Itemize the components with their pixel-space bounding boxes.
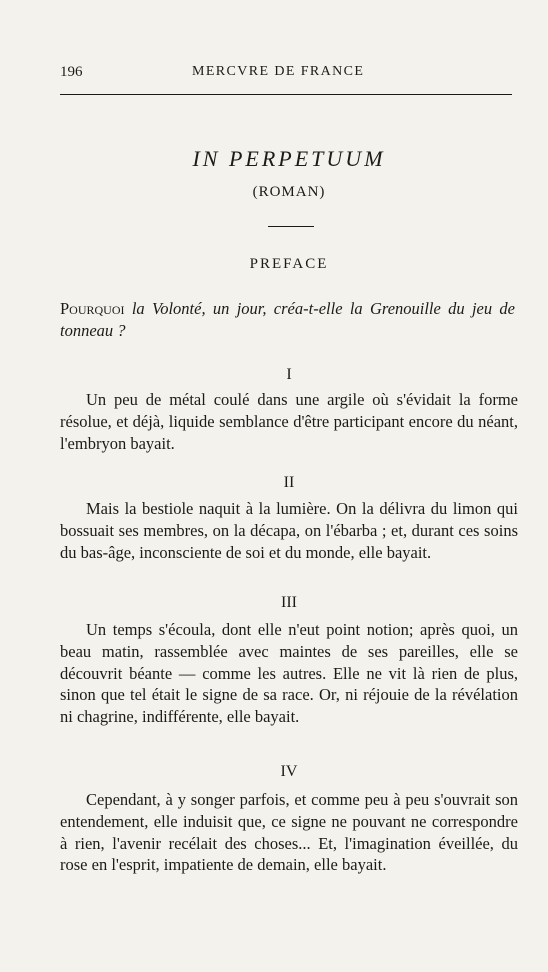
preface-heading: PREFACE: [249, 256, 329, 272]
page-number: 196: [60, 64, 83, 80]
section-number-1: I: [286, 366, 292, 383]
section-paragraph-1: Un peu de métal coulé dans une argile où s'évidait la forme résolue, et déjà, liquide semblance d'être participant encore du néant, l'embryon bayait.: [60, 390, 518, 453]
section-number-3: III: [281, 594, 297, 611]
intro-question: la Volonté, un jour, créa-t-elle la Grenouille du jeu de tonneau ?: [60, 299, 515, 340]
section-paragraph-2: Mais la bestiole naquit à la lumière. On la délivra du limon qui bossuait ses membres, on la décapa, on l'ébarba ; et, durant ces soins du bas-âge, inconsciente de soi et du monde, elle bayait.: [60, 499, 518, 562]
page-header: [60, 64, 512, 84]
preface-intro: [60, 298, 515, 342]
section-paragraph-4: Cependant, à y songer parfois, et comme peu à peu s'ouvrait son entendement, elle induisit que, ce signe ne pouvant ne correspondre à rien, l'avenir recélait des choses... Et, l'imagination éveillée, du rose en l'esprit, impatiente de demain, elle bayait.: [60, 790, 518, 875]
running-head: MERCVRE DE FRANCE: [192, 64, 365, 79]
work-title: IN PERPETUUM: [192, 146, 386, 171]
title-rule: [268, 226, 314, 227]
section-number-4: IV: [280, 763, 298, 780]
section-number-2: II: [283, 474, 295, 491]
work-subtitle: (ROMAN): [252, 184, 326, 200]
section-paragraph-3: Un temps s'écoula, dont elle n'eut point notion; après quoi, un beau matin, rassemblée avec maintes de ses pareilles, elle se découvrit béante — comme les autres. Elle ne vit là rien de plus, sinon que tel était le signe de sa race. Or, ni réjouie de la révélation ni chagrine, indifférente, elle bayait.: [60, 620, 518, 727]
intro-lead-word: Pourquoi: [60, 299, 125, 318]
header-rule: [60, 94, 512, 95]
